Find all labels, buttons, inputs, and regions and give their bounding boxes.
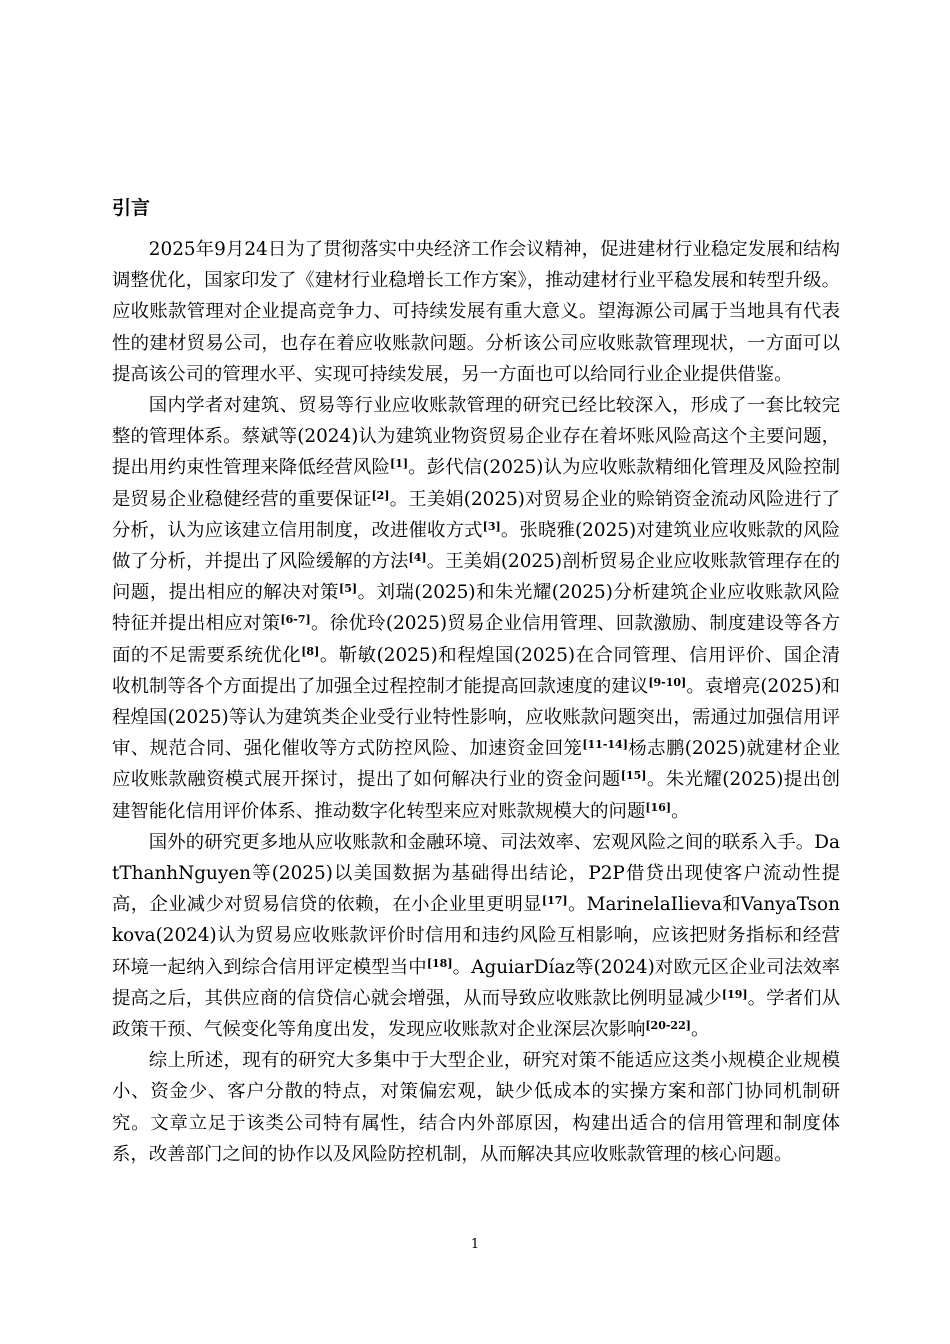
paragraph-domestic-research (112, 390, 840, 827)
citation-ref: [5] (339, 582, 358, 596)
citation-ref: [16] (645, 800, 672, 814)
text-run: 。刘瑞(2025)和朱光耀(2025)分析建筑企业应收账款风险特征并提出相应对策 (112, 582, 840, 635)
text-run: 2025年9月24日为了贯彻落实中央经济工作会议精神，促进建材行业稳定发展和结构调整优化，国家印发了《建材行业稳增长工作方案》，推动建材行业平稳发展和转型升级。应收账款管理对企业提高竞争力、可持续发展有重大意义。望海源公司属于当地具有代表性的建材贸易公司，也存在着应收账款问题。分析该公司应收账款管理现状，一方面可以提高该公司的管理水平、实现可持续发展，另一方面也可以给同行业企业提供借鉴。 (112, 239, 840, 385)
citation-ref: [2] (371, 488, 390, 502)
citation-ref: [18] (426, 956, 453, 970)
citation-ref: [20-22] (645, 1019, 691, 1033)
text-run: 。 (690, 1019, 710, 1041)
section-heading: 引言 (112, 197, 151, 219)
text-run: 综上所述，现有的研究大多集中于大型企业，研究对策不能适应这类小规模企业规模小、资金少、客户分散的特点，对策偏宏观，缺少低成本的实操方案和部门协同机制研究。文章立足于该类公司特有属性，结合内外部原因，构建出适合的信用管理和制度体系，改善部门之间的协作以及风险防控机制，从而解决其应收账款管理的核心问题。 (112, 1050, 840, 1165)
citation-ref: [19] (721, 987, 748, 1001)
text-run: 。王美娟(2025)剖析贸易企业应收账款管理存在的问题，提出相应的解决对策 (112, 551, 840, 604)
paragraph-intro-background (112, 234, 840, 390)
text-run: 。朱光耀(2025)提出创建智能化信用评价体系、推动数字化转型来应对账款规模大的问题 (112, 769, 840, 822)
citation-ref: [6-7] (280, 613, 311, 627)
text-run: 。徐优玲(2025)贸易企业信用管理、回款激励、制度建设等各方面的不足需要系统优化 (112, 613, 840, 666)
citation-ref: [9-10] (648, 675, 687, 689)
text-run: 。王美娟(2025)对贸易企业的赊销资金流动风险进行了分析，认为应该建立信用制度，改进催收方式 (112, 488, 840, 541)
citation-ref: [3] (482, 519, 501, 533)
paragraph-summary (112, 1045, 840, 1170)
citation-ref: [4] (408, 551, 427, 565)
text-run: 。张晓雅(2025)对建筑业应收账款的风险做了分析，并提出了风险缓解的方法 (112, 519, 840, 573)
text-run: 国外的研究更多地从应收账款和金融环境、司法效率、宏观风险之间的联系入手。DatThanhNguyen等(2025)以美国数据为基础得出结论，P2P借贷出现使客户流动性提高，企业减少对贸易信贷的依赖，在小企业里更明显 (112, 831, 840, 916)
citation-ref: [15] (620, 769, 647, 783)
text-run: 。AguiarDíaz等(2024)对欧元区企业司法效率提高之后，其供应商的信贷信心就会增强，从而导致应收账款比例明显减少 (112, 956, 840, 1009)
paragraph-foreign-research (112, 827, 840, 1045)
citation-ref: [11-14] (582, 738, 628, 752)
text-run: 国内学者对建筑、贸易等行业应收账款管理的研究已经比较深入，形成了一套比较完整的管理体系。蔡斌等(2024)认为建筑业物资贸易企业存在着坏账风险高这个主要问题，提出用约束性管理来降低经营风险 (112, 395, 840, 479)
text-run: 。靳敏(2025)和程煌国(2025)在合同管理、信用评价、国企清收机制等各个方面提出了加强全过程控制才能提高回款速度的建议 (112, 644, 840, 697)
citation-ref: [8] (301, 644, 320, 658)
text-run: 。袁增亮(2025)和程煌国(2025)等认为建筑类企业受行业特性影响，应收账款问题突出，需通过加强信用评审、规范合同、强化催收等方式防控风险、加速资金回笼 (112, 675, 840, 760)
text-run: 杨志鹏(2025)就建材企业应收账款融资模式展开探讨，提出了如何解决行业的资金问题 (112, 738, 840, 791)
citation-ref: [17] (541, 894, 568, 908)
body-text (112, 234, 840, 1170)
page-number: 1 (470, 1237, 480, 1252)
text-run: 。 (671, 800, 690, 822)
text-run: 。MarinelaIlieva和VanyaTsonkova(2024)认为贸易应收账款评价时信用和违约风险互相影响，应该把财务指标和经营环境一起纳入到综合信用评定模型当中 (112, 894, 840, 978)
citation-ref: [1] (389, 457, 409, 471)
text-run: 。学者们从政策干预、气候变化等角度出发，发现应收账款对企业深层次影响 (112, 987, 840, 1041)
text-run: 。彭代信(2025)认为应收账款精细化管理及风险控制是贸易企业稳健经营的重要保证 (112, 457, 840, 510)
